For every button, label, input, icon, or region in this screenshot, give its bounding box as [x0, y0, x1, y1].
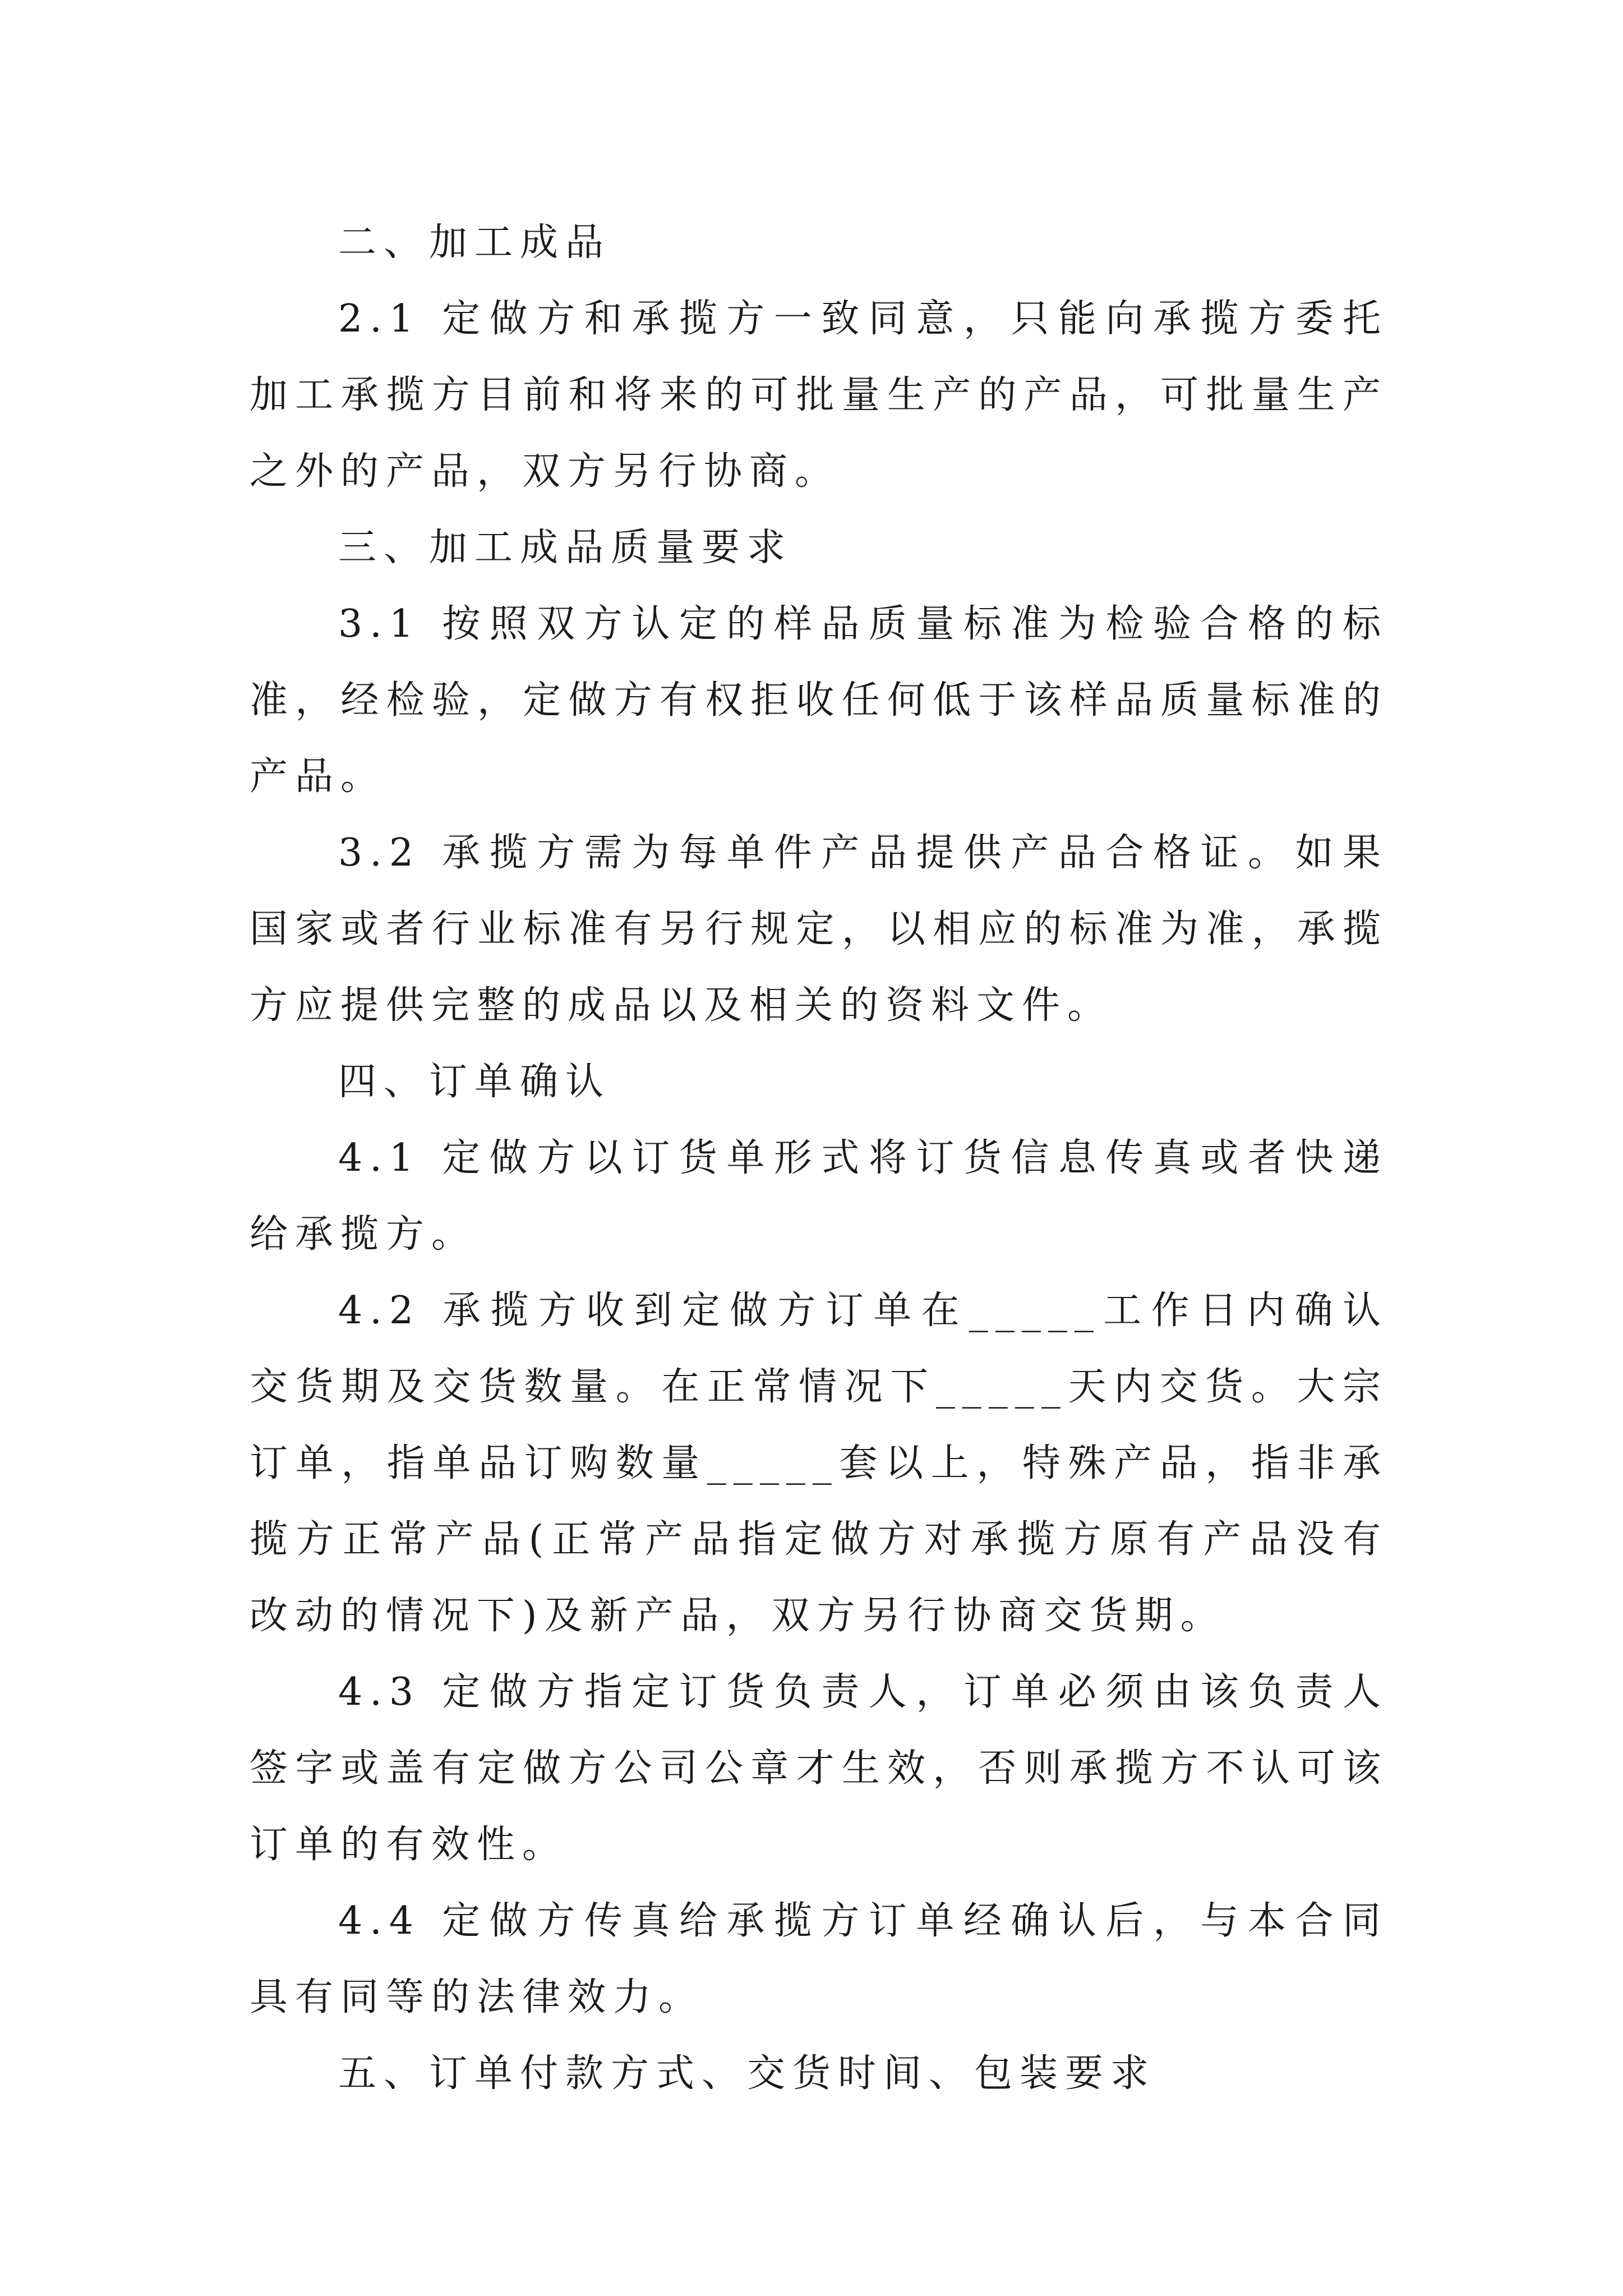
- clause-3-1: 3.1 按照双方认定的样品质量标准为检验合格的标准，经检验，定做方有权拒收任何低于该样品质量标准的产品。: [250, 602, 1388, 799]
- section-heading-5: 五、订单付款方式、交货时间、包装要求: [338, 2051, 1156, 2096]
- clause-4-4: 4.4 定做方传真给承揽方订单经确认后，与本合同具有同等的法律效力。: [250, 1899, 1388, 2019]
- clause-4-2: 4.2 承揽方收到定做方订单在_____工作日内确认交货期及交货数量。在正常情况下_____天内交货。大宗订单，指单品订购数量_____套以上，特殊产品，指非承揽方正常产品(正常产品指定做方对承揽方原有产品没有改动的情况下)及新产品，双方另行协商交货期。: [250, 1289, 1388, 1638]
- clause-2-1: 2.1 定做方和承揽方一致同意，只能向承揽方委托加工承揽方目前和将来的可批量生产的产品，可批量生产之外的产品，双方另行协商。: [250, 297, 1388, 494]
- clause-4-3: 4.3 定做方指定订货负责人，订单必须由该负责人签字或盖有定做方公司公章才生效，否则承揽方不认可该订单的有效性。: [250, 1670, 1388, 1867]
- section-heading-4: 四、订单确认: [338, 1060, 611, 1104]
- section-heading-3: 三、加工成品质量要求: [338, 526, 793, 570]
- document-body: [250, 205, 1388, 2112]
- clause-3-2: 3.2 承揽方需为每单件产品提供产品合格证。如果国家或者行业标准有另行规定，以相应的标准为准，承揽方应提供完整的成品以及相关的资料文件。: [250, 831, 1388, 1028]
- clause-4-1: 4.1 定做方以订货单形式将订货信息传真或者快递给承揽方。: [250, 1136, 1388, 1257]
- section-heading-2: 二、加工成品: [338, 220, 611, 265]
